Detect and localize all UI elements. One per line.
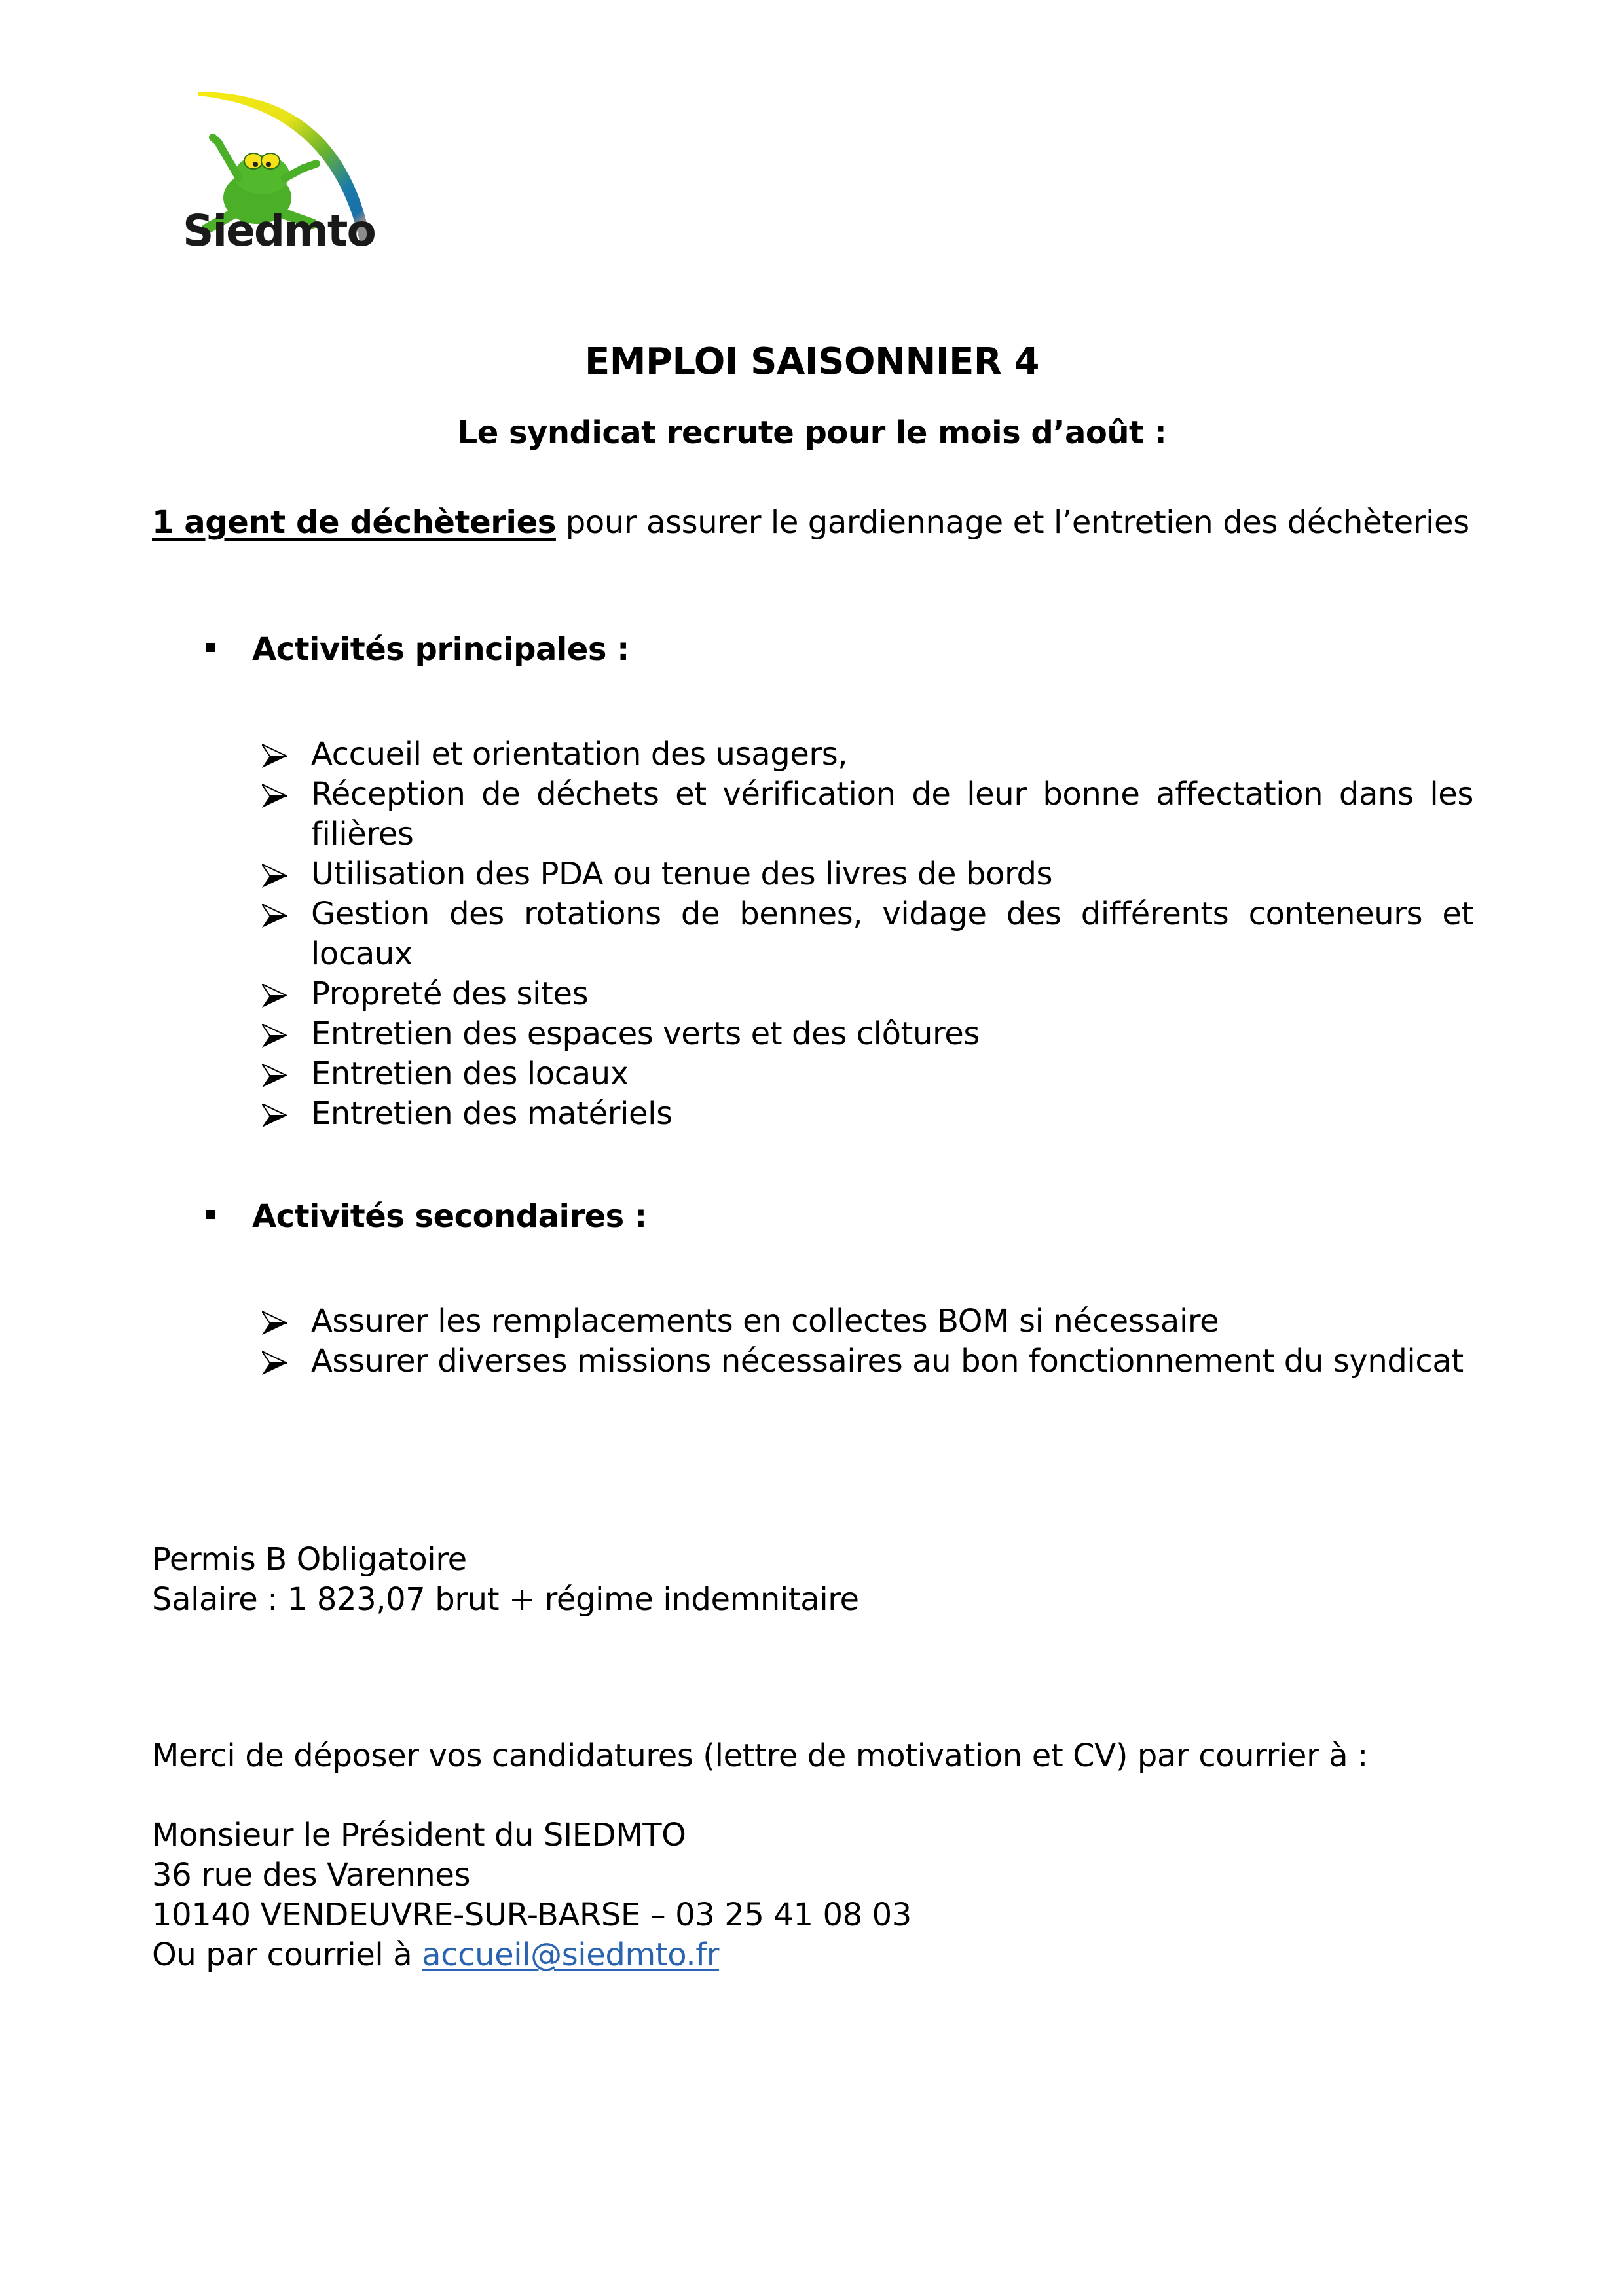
secondary-activities-label: Activités secondaires : — [252, 1198, 647, 1235]
list-item: Entretien des espaces verts et des clôtures — [262, 1014, 1473, 1054]
arrow-bullet-icon — [262, 1311, 287, 1335]
address-line: Monsieur le Président du SIEDMTO — [152, 1817, 686, 1853]
email-line — [152, 1935, 719, 1975]
arrow-bullet-icon — [262, 904, 287, 928]
list-item: Utilisation des PDA ou tenue des livres de bords — [262, 854, 1473, 894]
license-requirement: Permis B Obligatoire — [152, 1541, 467, 1578]
arrow-bullet-icon — [262, 984, 287, 1008]
logo-wordmark: Siedmto — [183, 206, 375, 256]
arrow-bullet-icon — [262, 1104, 287, 1127]
siedmto-logo — [160, 80, 380, 256]
main-activities-list — [262, 735, 1473, 1134]
list-item: Assurer les remplacements en collectes BOM si nécessaire — [262, 1302, 1473, 1341]
secondary-activities-list — [262, 1302, 1473, 1381]
arrow-bullet-icon — [262, 864, 287, 888]
email-link[interactable]: accueil@siedmto.fr — [422, 1937, 720, 1973]
job-description: pour assurer le gardiennage et l’entretien des déchèteries — [555, 504, 1469, 541]
main-activities-label: Activités principales : — [252, 631, 629, 668]
list-item: Propreté des sites — [262, 974, 1473, 1014]
arrow-bullet-icon — [262, 784, 287, 808]
list-item: Assurer diverses missions nécessaires au bon fonctionnement du syndicat — [262, 1341, 1473, 1381]
list-item: Gestion des rotations de bennes, vidage des différents conteneurs et locaux — [262, 894, 1473, 974]
arrow-bullet-icon — [262, 1064, 287, 1087]
list-item: Entretien des matériels — [262, 1094, 1473, 1134]
salary-info: Salaire : 1 823,07 brut + régime indemnitaire — [152, 1581, 859, 1618]
secondary-activities-heading — [206, 1197, 647, 1237]
list-item: Réception de déchets et vérification de leur bonne affectation dans les filières — [262, 774, 1473, 854]
address-line: 36 rue des Varennes — [152, 1857, 471, 1893]
list-item: Entretien des locaux — [262, 1054, 1473, 1094]
page-subtitle: Le syndicat recrute pour le mois d’août : — [457, 414, 1167, 451]
arrow-bullet-icon — [262, 1351, 287, 1375]
arrow-bullet-icon — [262, 744, 287, 768]
square-bullet-icon — [206, 1210, 215, 1219]
list-item: Accueil et orientation des usagers, — [262, 735, 1473, 774]
application-instruction: Merci de déposer vos candidatures (lettre de motivation et CV) par courrier à : — [152, 1738, 1368, 1774]
job-intro — [152, 503, 1469, 543]
main-activities-heading — [206, 630, 629, 670]
arrow-bullet-icon — [262, 1024, 287, 1048]
job-title: 1 agent de déchèteries — [152, 504, 556, 541]
address-line: 10140 VENDEUVRE-SUR-BARSE – 03 25 41 08 03 — [152, 1897, 912, 1933]
page-title: EMPLOI SAISONNIER 4 — [585, 340, 1039, 383]
email-prefix: Ou par courriel à — [152, 1937, 422, 1973]
square-bullet-icon — [206, 643, 215, 652]
